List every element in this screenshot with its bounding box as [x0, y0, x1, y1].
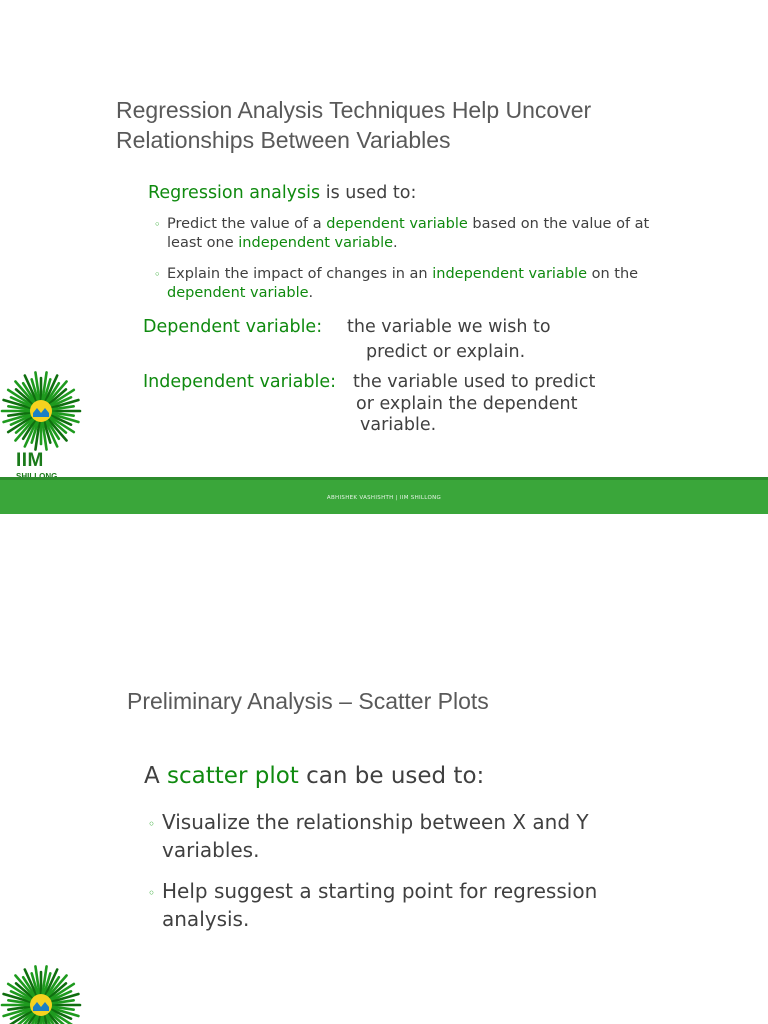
lead-text	[148, 183, 416, 203]
bullet-text: .	[393, 235, 398, 251]
definition-text: variable.	[360, 415, 437, 435]
footer-bar	[0, 477, 768, 514]
sunburst-emblem-icon	[0, 370, 82, 452]
bullet-marker: ◦	[154, 268, 161, 281]
bullet-suggest	[148, 877, 668, 933]
bullet-text: Predict the value of a	[167, 216, 327, 232]
bullet-term: independent variable	[432, 266, 587, 282]
bullet-text: based on the value of at least one	[167, 216, 650, 251]
footer-text: ABHISHEK VASHISHTH | IIM SHILLONG	[326, 495, 442, 501]
definition-text: predict or explain.	[366, 342, 526, 362]
bullet-term: dependent variable	[326, 216, 468, 232]
definition-text: the variable we wish to	[347, 317, 551, 337]
definition-text: the variable used to predict	[353, 372, 596, 392]
bullet-text: Explain the impact of changes in an	[167, 266, 433, 282]
lead-rest: can be used to:	[298, 763, 485, 789]
bullet-marker: ◦	[154, 218, 161, 231]
iim-shillong-logo	[0, 370, 82, 471]
bullet-text: on the	[587, 266, 639, 282]
lead-term: Regression analysis	[148, 183, 321, 203]
logo-name: IIM	[16, 450, 44, 471]
bullet-text: Visualize the relationship between X and Y variables.	[162, 810, 589, 862]
bullet-marker: ◦	[148, 886, 156, 900]
definition-text: or explain the dependent	[356, 394, 578, 414]
lead-pre: A	[144, 763, 168, 789]
slide-title: Regression Analysis Techniques Help Uncover Relationships Between Variables	[116, 97, 592, 153]
bullet-text: Help suggest a starting point for regression analysis.	[162, 879, 598, 931]
definition-term-dependent: Dependent variable:	[143, 317, 323, 337]
bullet-marker: ◦	[148, 817, 156, 831]
iim-shillong-logo	[0, 964, 82, 1024]
lead-term: scatter plot	[167, 763, 299, 789]
lead-rest: is used to:	[320, 183, 417, 203]
definition-term-independent: Independent variable:	[143, 372, 336, 392]
bullet-term: dependent variable	[167, 285, 309, 301]
bullet-explain	[154, 265, 674, 303]
sunburst-emblem-icon	[0, 964, 82, 1024]
slide-2	[0, 514, 768, 1024]
slide-title: Preliminary Analysis – Scatter Plots	[127, 688, 489, 714]
bullet-visualize	[148, 808, 668, 864]
bullet-text: .	[308, 285, 314, 301]
lead-text	[144, 763, 484, 789]
bullet-term: independent variable	[238, 235, 394, 251]
bullet-predict	[154, 215, 674, 253]
